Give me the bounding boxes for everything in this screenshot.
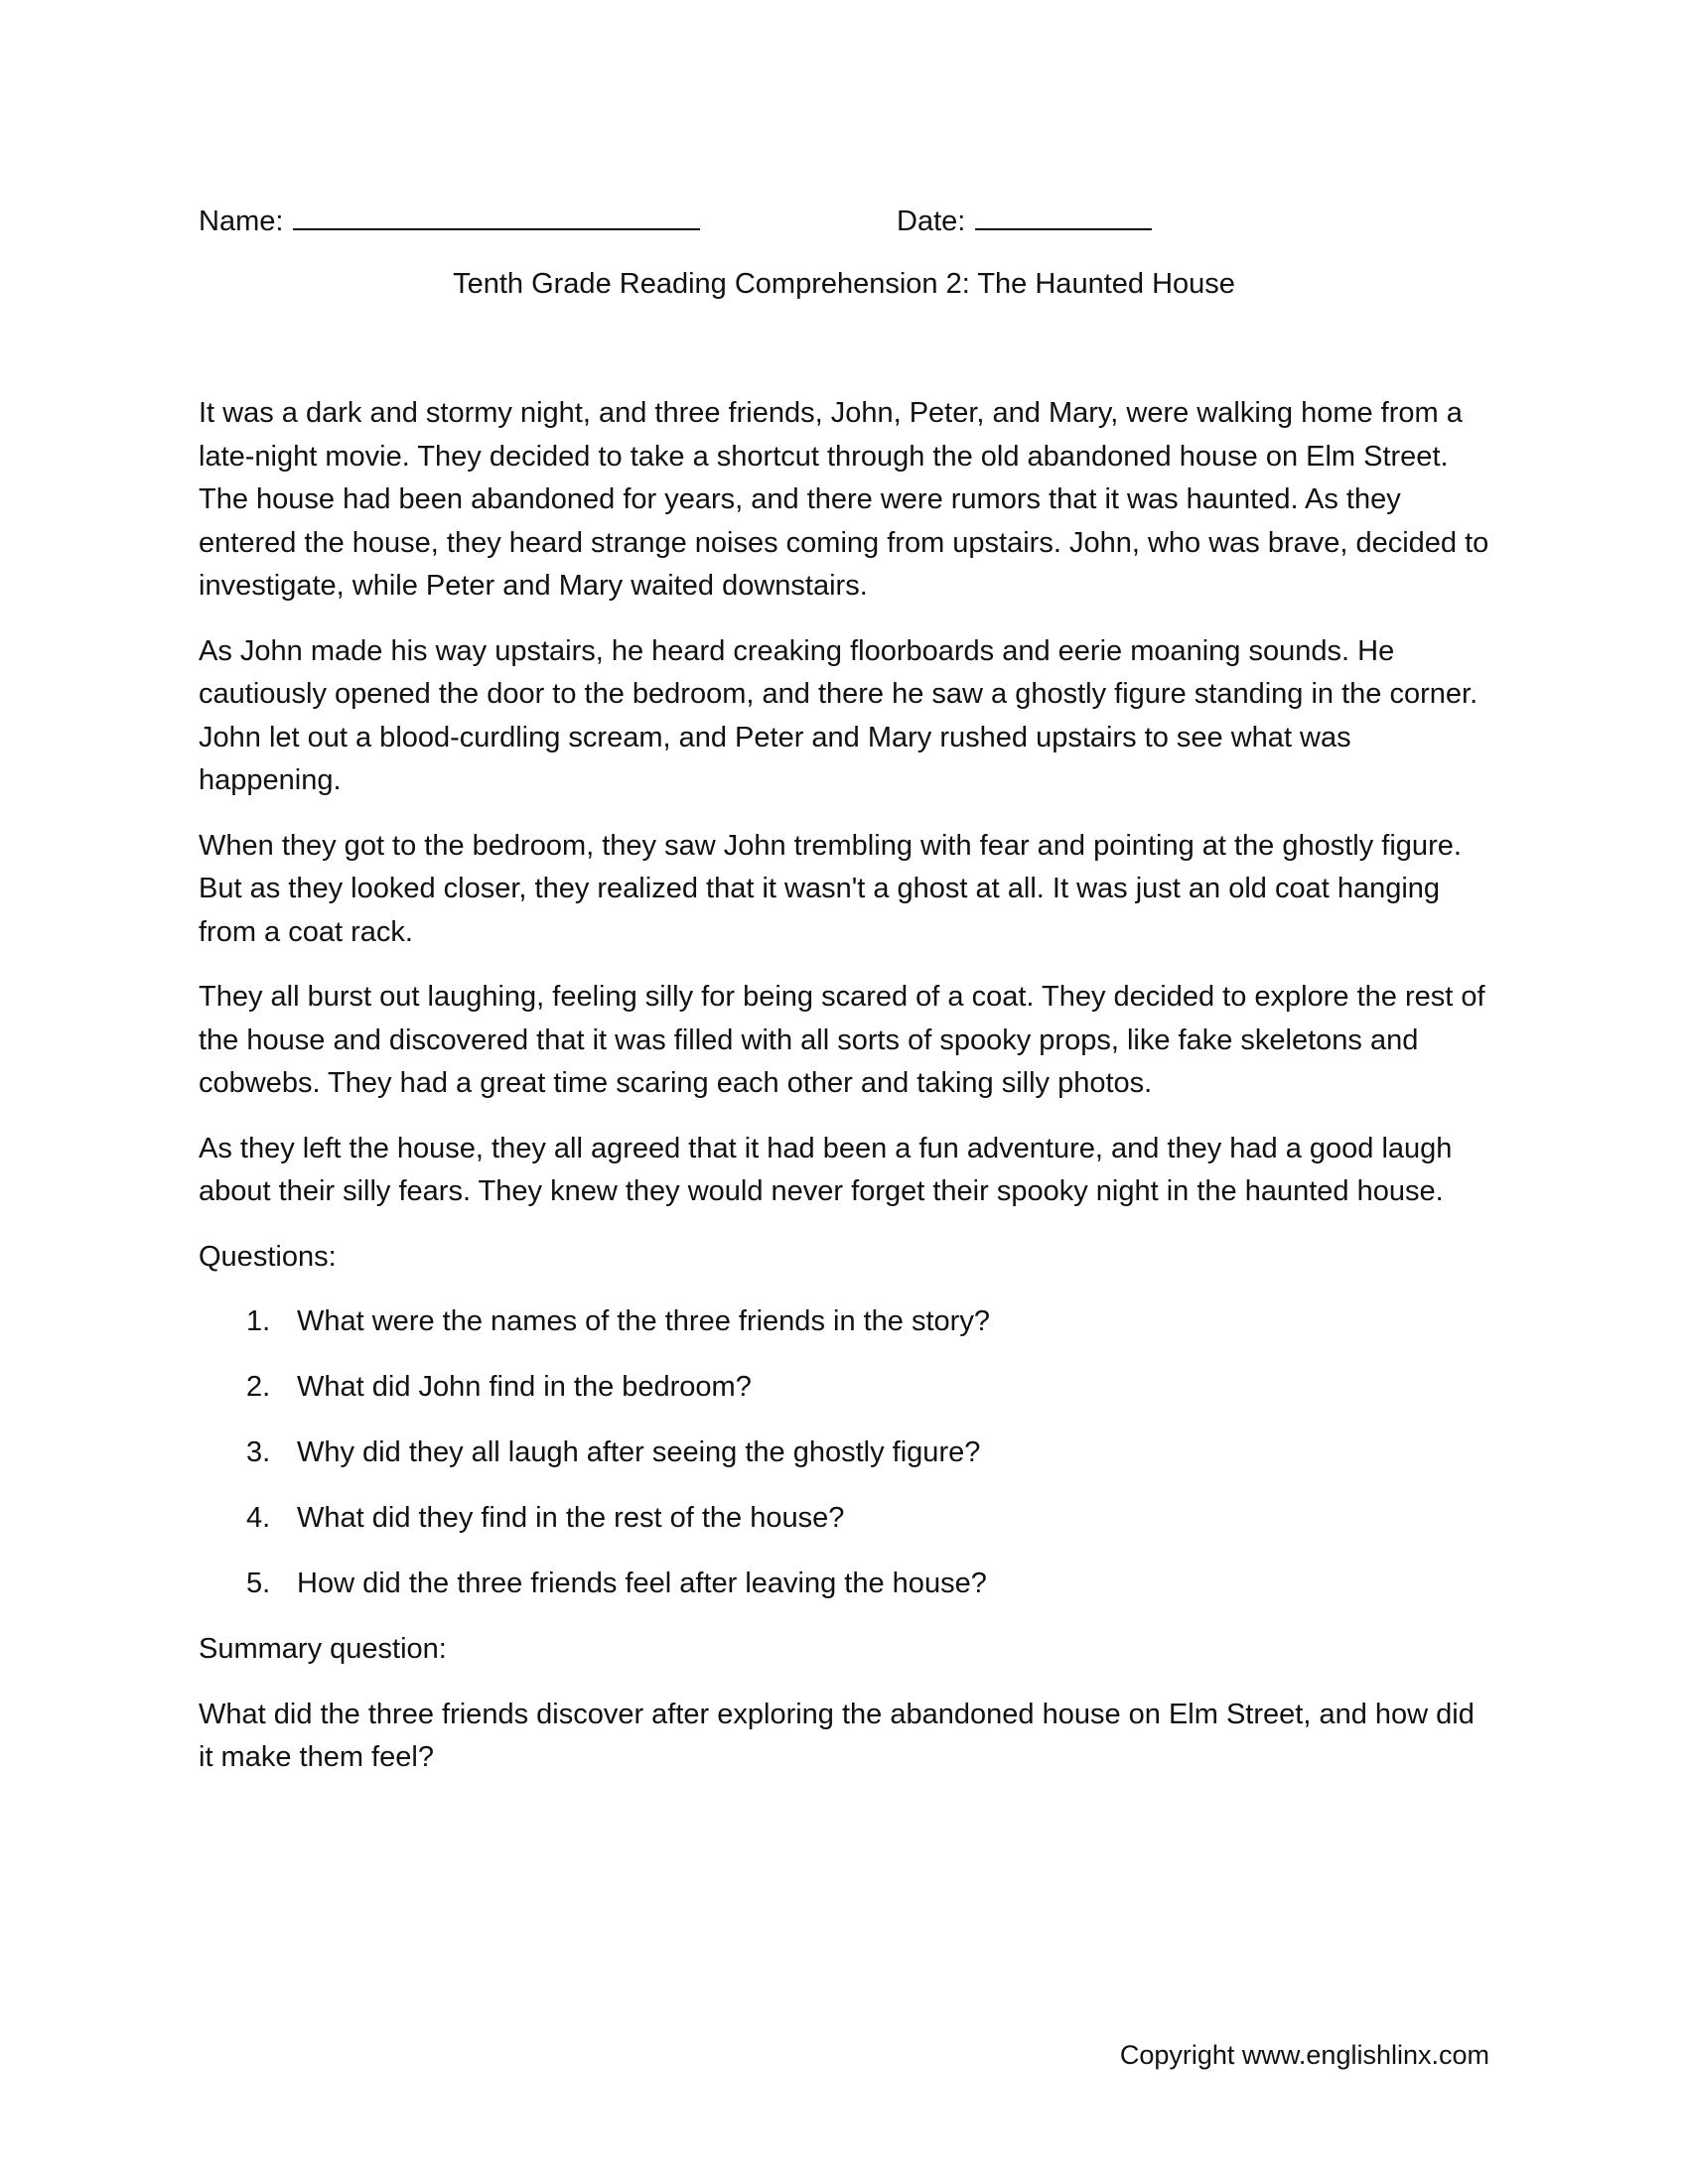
- summary-question: What did the three friends discover after exploring the abandoned house on Elm Street, and how did it make them feel?: [199, 1698, 1475, 1773]
- name-blank-line[interactable]: [293, 199, 700, 230]
- summary-heading: Summary question:: [199, 1633, 447, 1665]
- question-text: How did the three friends feel after leaving the house?: [297, 1568, 987, 1599]
- copyright-notice: Copyright www.englishlinx.com: [1119, 2040, 1489, 2070]
- questions-list: [199, 1300, 1489, 1606]
- question-item: [199, 1366, 1489, 1410]
- question-item: [199, 1497, 1489, 1541]
- question-text: Why did they all laugh after seeing the ghostly figure?: [297, 1436, 981, 1468]
- question-item: [199, 1432, 1489, 1475]
- passage-paragraph: As they left the house, they all agreed that it had been a fun adventure, and they had a good laugh about their silly fears. They knew they would never forget their spooky night in the haunted house.: [199, 1132, 1453, 1207]
- question-item: [199, 1300, 1489, 1344]
- passage-paragraph: It was a dark and stormy night, and three friends, John, Peter, and Mary, were walking home from a late-night movie. They decided to take a shortcut through the old abandoned house on Elm Street. The house had been abandoned for years, and there were rumors that it was haunted. As they entered the house, they heard strange noises coming from upstairs. John, who was brave, decided to investigate, while Peter and Mary waited downstairs.: [199, 397, 1489, 602]
- date-label: Date:: [897, 205, 966, 237]
- question-number: 5.: [246, 1568, 271, 1599]
- question-text: What were the names of the three friends in the story?: [297, 1305, 990, 1337]
- date-blank-line[interactable]: [975, 199, 1152, 230]
- passage-paragraph: When they got to the bedroom, they saw John trembling with fear and pointing at the ghostly figure. But as they looked closer, they realized that it wasn't a ghost at all. It was just an old coat hanging from a coat rack.: [199, 829, 1462, 948]
- passage-paragraph: They all burst out laughing, feeling silly for being scared of a coat. They decided to explore the rest of the house and discovered that it was filled with all sorts of spooky props, like fake skeletons and cobwebs. They had a great time scaring each other and taking silly photos.: [199, 981, 1485, 1099]
- name-field: [199, 199, 700, 241]
- worksheet-body: [199, 392, 1489, 1802]
- question-number: 4.: [246, 1502, 271, 1534]
- question-number: 3.: [246, 1436, 271, 1468]
- question-number: 2.: [246, 1371, 271, 1403]
- question-item: [199, 1563, 1489, 1606]
- worksheet-header: [199, 199, 1489, 238]
- question-text: What did John find in the bedroom?: [297, 1371, 752, 1403]
- question-number: 1.: [246, 1305, 271, 1337]
- question-text: What did they find in the rest of the house?: [297, 1502, 845, 1534]
- worksheet-title: Tenth Grade Reading Comprehension 2: The Haunted House: [453, 268, 1235, 300]
- questions-heading: Questions:: [199, 1240, 337, 1273]
- passage-paragraph: As John made his way upstairs, he heard creaking floorboards and eerie moaning sounds. He cautiously opened the door to the bedroom, and there he saw a ghostly figure standing in the corner. John let out a blood-curdling scream, and Peter and Mary rushed upstairs to see what was happening.: [199, 634, 1478, 796]
- date-field: [897, 199, 1152, 241]
- name-label: Name:: [199, 205, 284, 237]
